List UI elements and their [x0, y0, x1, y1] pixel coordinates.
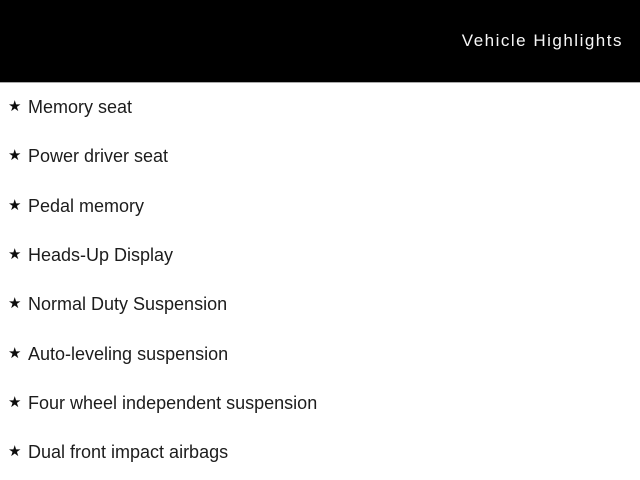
item-label: Pedal memory — [28, 195, 145, 216]
item-label: Normal Duty Suspension — [28, 294, 228, 315]
star-icon: ★ — [8, 195, 22, 214]
highlight-list — [0, 83, 640, 477]
star-icon: ★ — [8, 245, 22, 264]
item-label: Memory seat — [28, 97, 133, 118]
item-label: Dual front impact airbags — [28, 442, 229, 463]
star-icon: ★ — [8, 442, 22, 461]
list-item — [0, 280, 640, 329]
list-item — [0, 428, 640, 477]
item-label: Auto-leveling suspension — [28, 343, 229, 364]
star-icon: ★ — [8, 97, 22, 116]
page-title: Vehicle Highlights — [461, 31, 623, 50]
star-icon: ★ — [8, 343, 22, 362]
star-icon: ★ — [8, 294, 22, 313]
item-label: Power driver seat — [28, 146, 169, 167]
list-item — [0, 132, 640, 181]
list-item — [0, 379, 640, 428]
star-icon: ★ — [8, 146, 22, 165]
item-label: Heads-Up Display — [28, 245, 174, 266]
header-bar — [0, 0, 640, 83]
list-item — [0, 83, 640, 132]
list-item — [0, 182, 640, 231]
star-icon: ★ — [8, 392, 22, 411]
list-item — [0, 231, 640, 280]
item-label: Four wheel independent suspension — [28, 392, 318, 413]
list-item — [0, 329, 640, 378]
